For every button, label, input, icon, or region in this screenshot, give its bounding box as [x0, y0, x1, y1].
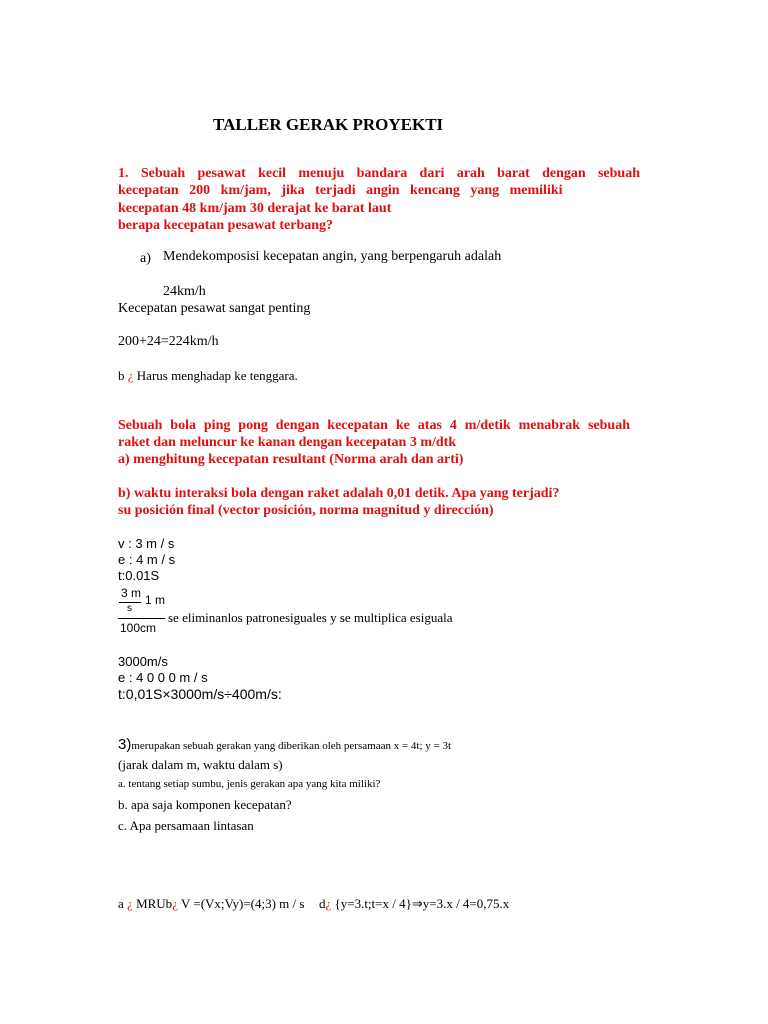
a2-frac-text: se eliminanlos patronesiguales y se multiplica esiguala	[168, 610, 453, 625]
q3-c: c. Apa persamaan lintasan	[118, 818, 254, 833]
q3-intro: merupakan sebuah gerakan yang diberikan oleh persamaan x = 4t; y = 3t	[131, 740, 452, 752]
a1-a-text: Mendekomposisi kecepatan angin, yang berpengaruh adalah	[163, 249, 502, 264]
a1-b-mark: ¿	[127, 368, 134, 383]
q2-line4: b) waktu interaksi bola dengan raket adalah 0,01 detik. Apa yang terjadi?	[118, 486, 560, 501]
a1-b-text: Harus menghadap ke tenggara.	[136, 368, 298, 383]
a2-t: t:0.01S	[118, 568, 160, 583]
a2-e: e : 4 m / s	[118, 552, 176, 567]
a1-a-label: a)	[140, 251, 151, 266]
page-title: TALLER GERAK PROYEKTI	[213, 115, 444, 134]
a3-a-prefix: a	[118, 896, 124, 911]
q3-b: b. apa saja komponen kecepatan?	[118, 797, 292, 812]
a2-frac-den: 100cm	[120, 621, 157, 635]
a1-important: Kecepatan pesawat sangat penting	[118, 301, 311, 316]
q1-line1: 1. Sebuah pesawat kecil menuju bandara dari arah barat dengan sebuah	[118, 166, 640, 181]
q2-line1: Sebuah bola ping pong dengan kecepatan ke atas 4 m/detik menabrak sebuah	[118, 418, 630, 433]
a2-res2: e : 4 0 0 0 m / s	[118, 670, 208, 685]
a3-mark2: ¿	[172, 896, 178, 911]
q1-line3: kecepatan 48 km/jam 30 derajat ke barat laut	[118, 201, 392, 216]
a1-sum: 200+24=224km/h	[118, 334, 219, 349]
a2-frac-unit: s	[127, 603, 132, 614]
a3-mark3: ¿	[325, 896, 332, 911]
q2-line3: a) menghitung kecepatan resultant (Norma arah dan arti)	[118, 452, 464, 467]
a2-v: v : 3 m / s	[118, 536, 175, 551]
q1-line4: berapa kecepatan pesawat terbang?	[118, 218, 334, 233]
q3-a: a. tentang setiap sumbu, jenis gerakan apa yang kita miliki?	[118, 778, 381, 790]
a3-velocity: V =(Vx;Vy)=(4;3) m / s	[180, 896, 305, 911]
a3-d-prefix: d	[318, 896, 326, 911]
a2-res1: 3000m/s	[118, 654, 168, 669]
q2-line2: raket dan meluncur ke kanan dengan kecepatan 3 m/dtk	[118, 435, 457, 450]
a1-b-line	[118, 368, 298, 384]
q3-units: (jarak dalam m, waktu dalam s)	[118, 757, 283, 772]
q1-line2: kecepatan 200 km/jam, jika terjadi angin kencang yang memiliki	[118, 183, 563, 198]
a2-frac-main-line	[118, 618, 165, 619]
a3-mark1: ¿	[127, 896, 133, 911]
q3-number: 3)	[118, 736, 132, 753]
a3-mid: MRUb	[136, 896, 173, 911]
a3-line	[118, 896, 509, 912]
q2-line5: su posición final (vector posición, norma magnitud y dirección)	[118, 503, 494, 518]
a2-res3: t:0,01S×3000m/s÷400m/s:	[118, 686, 282, 702]
a3-equation: {y=3.t;t=x / 4}⇒y=3.x / 4=0,75.x	[334, 896, 510, 911]
a2-frac-side: 1 m	[145, 593, 166, 607]
a1-speed: 24km/h	[163, 284, 206, 299]
a2-frac-num: 3 m	[121, 586, 142, 600]
q3-heading	[118, 736, 451, 754]
a1-b-prefix: b	[118, 368, 125, 383]
